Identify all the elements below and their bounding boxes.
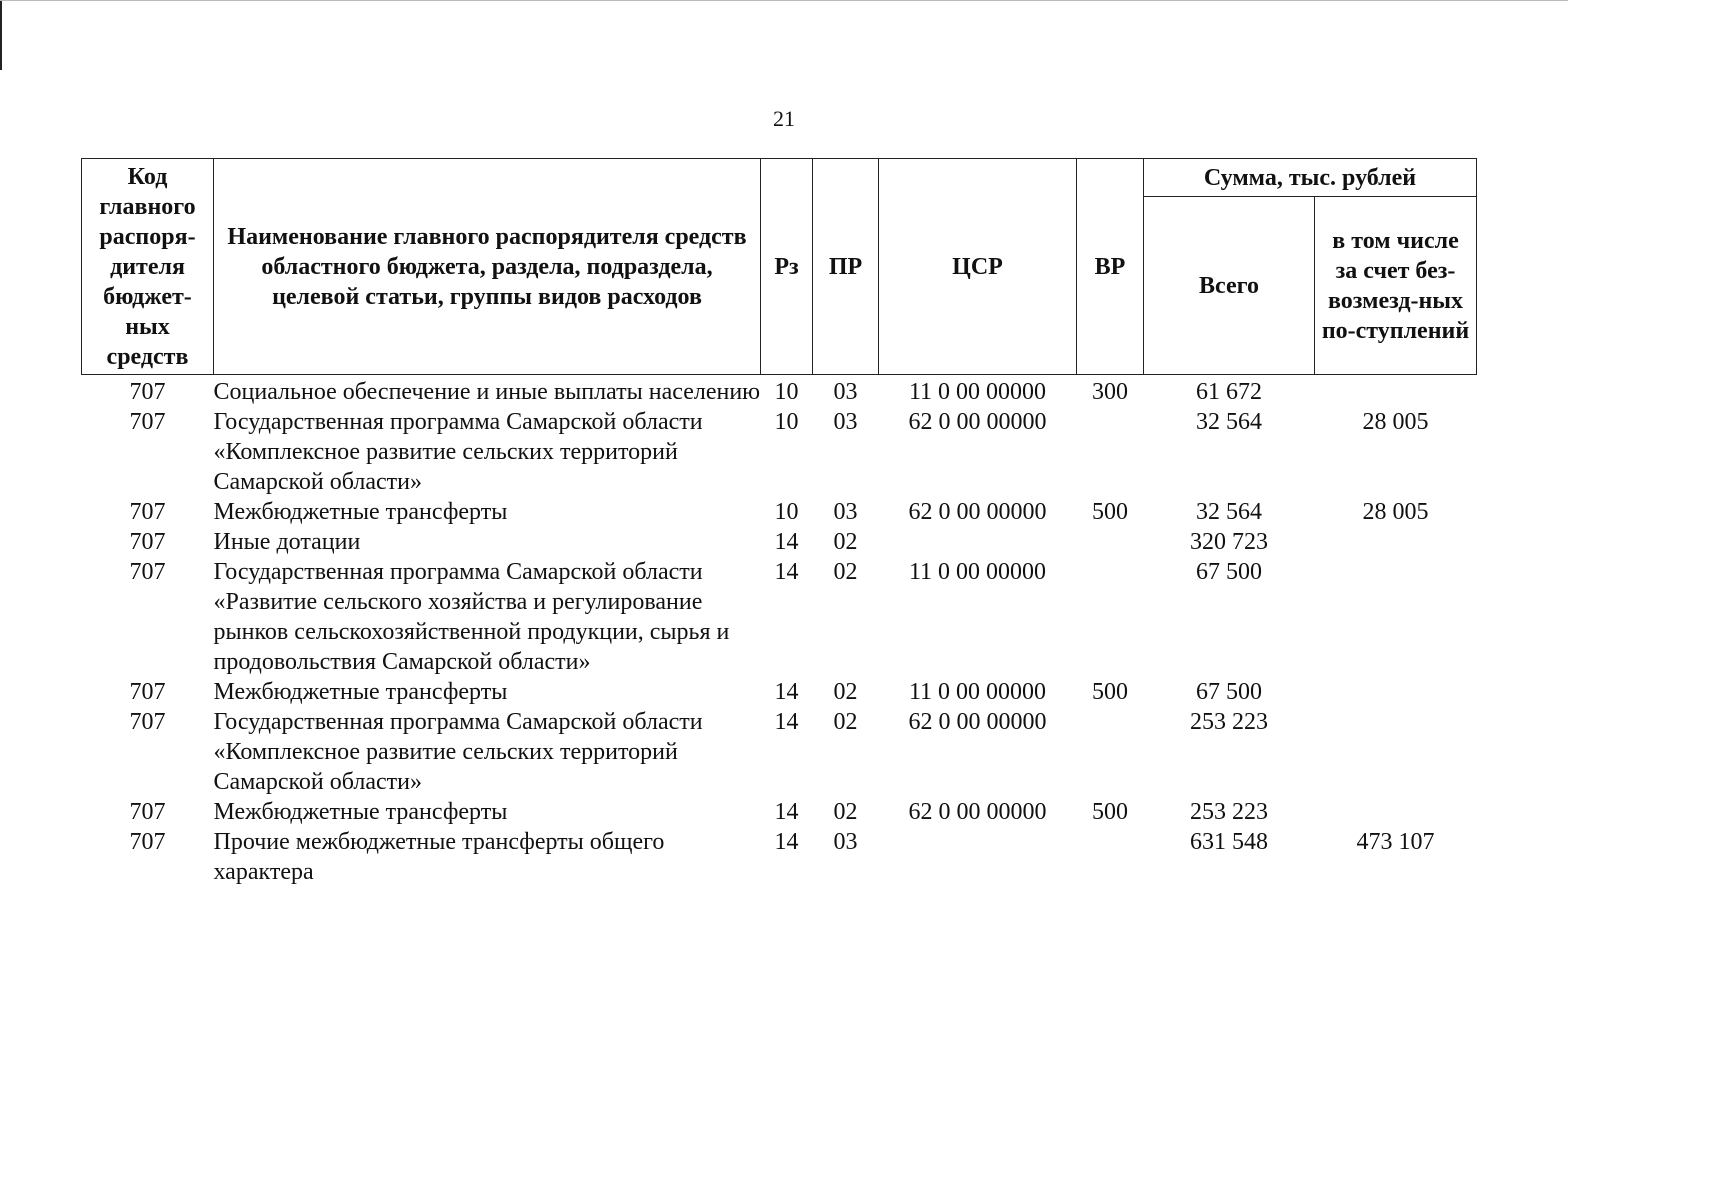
cell-code: 707: [129, 499, 166, 525]
table-row: [82, 407, 1477, 497]
cell-total: 320 723: [1190, 529, 1268, 555]
cell-vr: [1077, 707, 1144, 797]
header-csr: ЦСР: [879, 159, 1077, 375]
cell-free: 473 107: [1356, 829, 1435, 855]
header-vr: ВР: [1077, 159, 1144, 375]
cell-pr: 02: [833, 679, 858, 705]
cell-name: Межбюджетные трансферты: [213, 499, 508, 525]
cell-csr: 11 0 00 00000: [908, 559, 1047, 585]
cell-total: 67 500: [1196, 679, 1262, 705]
cell-free: 28 005: [1362, 409, 1429, 435]
cell-name: Межбюджетные трансферты: [213, 799, 508, 825]
table-row: [82, 375, 1477, 408]
cell-csr: 11 0 00 00000: [908, 379, 1047, 405]
cell-vr: [1077, 407, 1144, 497]
cell-free: [1315, 797, 1477, 827]
cell-csr: 62 0 00 00000: [908, 799, 1047, 825]
cell-csr: [879, 827, 1077, 887]
cell-rz: 14: [774, 559, 799, 585]
cell-code: 707: [129, 529, 166, 555]
header-free: в том числе за счет без-возмезд-ных по-ступлений: [1315, 197, 1477, 375]
scan-edge-top: [0, 0, 1568, 1]
cell-pr: 02: [833, 709, 858, 735]
cell-pr: 03: [833, 379, 858, 405]
cell-code: 707: [129, 379, 166, 405]
cell-csr: 62 0 00 00000: [908, 709, 1047, 735]
cell-pr: 02: [833, 799, 858, 825]
cell-rz: 14: [774, 529, 799, 555]
cell-rz: 14: [774, 679, 799, 705]
cell-total: 61 672: [1196, 379, 1262, 405]
cell-total: 631 548: [1190, 829, 1268, 855]
cell-free: [1315, 707, 1477, 797]
table-row: [82, 527, 1477, 557]
cell-pr: 02: [833, 529, 858, 555]
header-rz: Рз: [761, 159, 813, 375]
cell-total: 32 564: [1196, 499, 1262, 525]
cell-rz: 10: [774, 499, 799, 525]
table-row: [82, 497, 1477, 527]
cell-free: [1315, 677, 1477, 707]
cell-code: 707: [129, 559, 166, 585]
cell-name: Государственная программа Самарской области «Комплексное развитие сельских территорий Самарской области»: [213, 409, 703, 495]
table-row: [82, 707, 1477, 797]
header-code: Код главного распоря-дителя бюджет-ных средств: [82, 159, 214, 375]
cell-vr: 300: [1092, 379, 1128, 405]
header-total: Всего: [1144, 197, 1315, 375]
cell-total: 32 564: [1196, 409, 1262, 435]
cell-code: 707: [129, 829, 166, 855]
cell-rz: 14: [774, 799, 799, 825]
cell-rz: 10: [774, 379, 799, 405]
cell-name: Государственная программа Самарской области «Комплексное развитие сельских территорий Самарской области»: [213, 709, 703, 795]
cell-name: Прочие межбюджетные трансферты общего характера: [213, 829, 665, 885]
cell-total: 253 223: [1190, 709, 1268, 735]
table-body: [82, 375, 1477, 888]
table-row: [82, 677, 1477, 707]
cell-code: 707: [129, 679, 166, 705]
cell-csr: 11 0 00 00000: [908, 679, 1047, 705]
cell-vr: 500: [1092, 679, 1128, 705]
scan-edge: [0, 0, 2, 70]
cell-pr: 02: [833, 559, 858, 585]
cell-vr: [1077, 527, 1144, 557]
cell-name: Социальное обеспечение и иные выплаты населению: [213, 379, 761, 405]
header-name: Наименование главного распорядителя средств областного бюджета, раздела, подраздела, целевой статьи, группы видов расходов: [214, 159, 761, 375]
cell-csr: 62 0 00 00000: [908, 409, 1047, 435]
cell-vr: [1077, 557, 1144, 677]
table-row: [82, 557, 1477, 677]
cell-pr: 03: [833, 499, 858, 525]
cell-pr: 03: [833, 409, 858, 435]
cell-free: [1315, 375, 1477, 408]
cell-pr: 03: [833, 829, 858, 855]
cell-code: 707: [129, 409, 166, 435]
cell-rz: 10: [774, 409, 799, 435]
cell-csr: [879, 527, 1077, 557]
header-pr: ПР: [813, 159, 879, 375]
cell-total: 253 223: [1190, 799, 1268, 825]
cell-vr: 500: [1092, 799, 1128, 825]
cell-vr: 500: [1092, 499, 1128, 525]
budget-table: [81, 158, 1477, 887]
table-row: [82, 827, 1477, 887]
cell-free: [1315, 557, 1477, 677]
cell-name: Межбюджетные трансферты: [213, 679, 508, 705]
header-sum: Сумма, тыс. рублей: [1144, 159, 1477, 197]
cell-code: 707: [129, 709, 166, 735]
cell-name: Государственная программа Самарской области «Развитие сельского хозяйства и регулирование рынков сельскохозяйственной продукции, сырья и продовольствия Самарской области»: [213, 559, 730, 675]
table-row: [82, 797, 1477, 827]
cell-code: 707: [129, 799, 166, 825]
cell-free: [1315, 527, 1477, 557]
cell-total: 67 500: [1196, 559, 1262, 585]
cell-rz: 14: [774, 709, 799, 735]
page-number: 21: [773, 106, 795, 131]
cell-rz: 14: [774, 829, 799, 855]
cell-vr: [1077, 827, 1144, 887]
cell-csr: 62 0 00 00000: [908, 499, 1047, 525]
cell-name: Иные дотации: [213, 529, 361, 555]
cell-free: 28 005: [1362, 499, 1429, 525]
